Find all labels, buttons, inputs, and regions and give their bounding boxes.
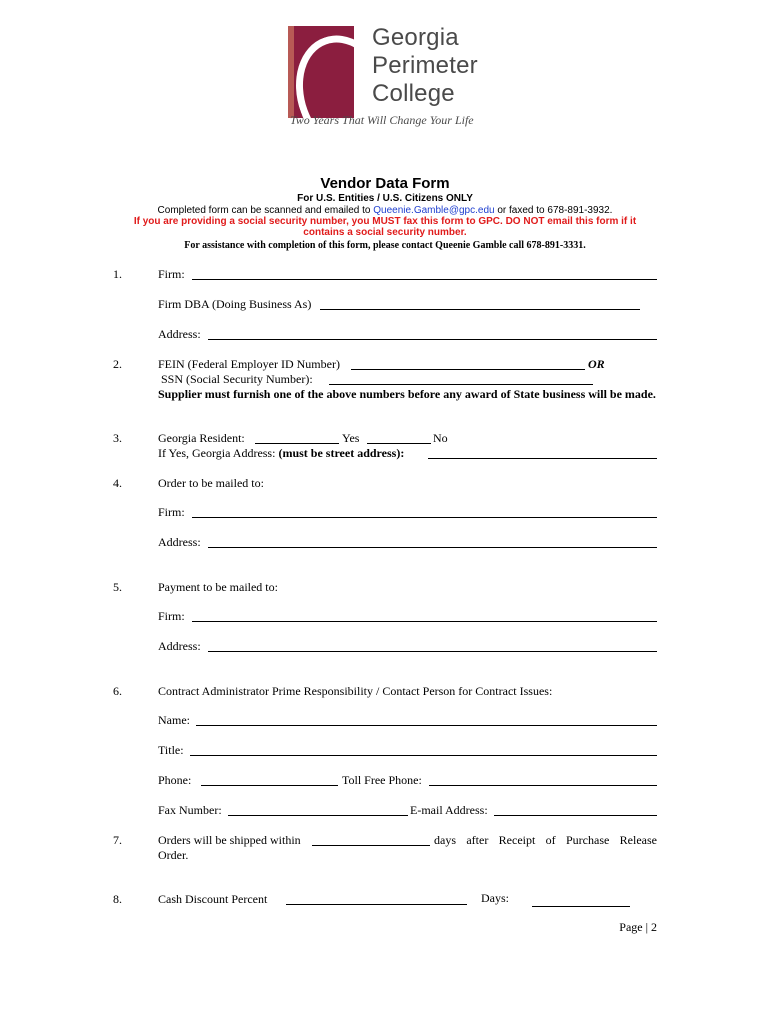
- section-6-number: 6.: [113, 684, 122, 698]
- section-4-number: 4.: [113, 476, 122, 490]
- instr-suffix: or faxed to 678-891-3932.: [494, 205, 613, 216]
- section-3-number: 3.: [113, 431, 122, 445]
- shipped-days-text: days after Receipt of Purchase Release: [434, 833, 657, 847]
- discount-days-label: Days:: [481, 891, 509, 905]
- fein-field[interactable]: [351, 369, 585, 370]
- toll-free-field[interactable]: [429, 785, 657, 786]
- georgia-address-field[interactable]: [428, 458, 657, 459]
- phone-field[interactable]: [201, 785, 338, 786]
- order-firm-field[interactable]: [192, 517, 657, 518]
- section-2-number: 2.: [113, 357, 122, 371]
- resident-yes-field[interactable]: [255, 443, 339, 444]
- payment-address-label: Address:: [158, 639, 201, 653]
- order-address-field[interactable]: [208, 547, 657, 548]
- name-field[interactable]: [196, 725, 657, 726]
- submission-instructions: [0, 205, 770, 216]
- georgia-resident-label: Georgia Resident:: [158, 431, 245, 445]
- georgia-address-label: [158, 446, 404, 461]
- fein-label: FEIN (Federal Employer ID Number): [158, 357, 340, 371]
- college-logo: [288, 26, 488, 126]
- no-label: No: [433, 431, 448, 445]
- toll-free-label: Toll Free Phone:: [342, 773, 422, 787]
- payment-firm-label: Firm:: [158, 609, 185, 623]
- payment-firm-field[interactable]: [192, 621, 657, 622]
- order-mailed-heading: Order to be mailed to:: [158, 476, 264, 490]
- logo-word-college: College: [372, 80, 455, 107]
- logo-tagline: Two Years That Will Change Your Life: [290, 113, 474, 127]
- assistance-note: For assistance with completion of this form, please contact Queenie Gamble call 678-891-3331.: [184, 240, 586, 251]
- discount-days-field[interactable]: [532, 906, 630, 907]
- instr-prefix: Completed form can be scanned and emailed to: [157, 205, 374, 216]
- email-label: E-mail Address:: [410, 803, 488, 817]
- cash-discount-field[interactable]: [286, 904, 467, 905]
- resident-no-field[interactable]: [367, 443, 431, 444]
- fax-field[interactable]: [228, 815, 408, 816]
- street-address-note: (must be street address):: [278, 446, 405, 460]
- payment-address-field[interactable]: [208, 651, 657, 652]
- shipped-within-label: Orders will be shipped within: [158, 833, 301, 847]
- title-field[interactable]: [190, 755, 657, 756]
- supplier-note: Supplier must furnish one of the above numbers before any award of State business will be made.: [158, 387, 656, 401]
- contact-email-link[interactable]: Queenie.Gamble@gpc.edu: [373, 205, 495, 216]
- section-5-number: 5.: [113, 580, 122, 594]
- or-label: OR: [588, 357, 605, 371]
- ssn-warning-line2: contains a social security number.: [303, 227, 467, 238]
- address-label: Address:: [158, 327, 201, 341]
- contract-admin-heading: Contract Administrator Prime Responsibility / Contact Person for Contract Issues:: [158, 684, 553, 698]
- logo-word-georgia: Georgia: [372, 24, 459, 51]
- name-label: Name:: [158, 713, 190, 727]
- ssn-field[interactable]: [329, 384, 593, 385]
- form-subtitle: For U.S. Entities / U.S. Citizens ONLY: [297, 193, 473, 204]
- if-yes-text: If Yes, Georgia Address:: [158, 446, 276, 460]
- firm-dba-field[interactable]: [320, 309, 640, 310]
- ssn-label: SSN (Social Security Number):: [161, 372, 313, 386]
- title-label: Title:: [158, 743, 184, 757]
- section-7-number: 7.: [113, 833, 122, 847]
- ssn-warning-line1: If you are providing a social security number, you MUST fax this form to GPC. DO NOT email this form if it: [133, 216, 637, 227]
- cash-discount-label: Cash Discount Percent: [158, 892, 268, 906]
- shipped-order-text: Order.: [158, 848, 189, 862]
- payment-mailed-heading: Payment to be mailed to:: [158, 580, 278, 594]
- email-field[interactable]: [494, 815, 657, 816]
- order-firm-label: Firm:: [158, 505, 185, 519]
- ship-days-field[interactable]: [312, 845, 430, 846]
- section-8-number: 8.: [113, 892, 122, 906]
- firm-field[interactable]: [192, 279, 657, 280]
- firm-dba-label: Firm DBA (Doing Business As): [158, 297, 312, 311]
- page-number: Page | 2: [619, 920, 657, 934]
- fax-label: Fax Number:: [158, 803, 222, 817]
- form-title: Vendor Data Form: [320, 175, 450, 192]
- logo-word-perimeter: Perimeter: [372, 52, 478, 79]
- phone-label: Phone:: [158, 773, 192, 787]
- logo-mark-icon: [288, 26, 354, 118]
- firm-label: Firm:: [158, 267, 185, 281]
- order-address-label: Address:: [158, 535, 201, 549]
- yes-label: Yes: [342, 431, 360, 445]
- address-field[interactable]: [208, 339, 657, 340]
- section-1-number: 1.: [113, 267, 122, 281]
